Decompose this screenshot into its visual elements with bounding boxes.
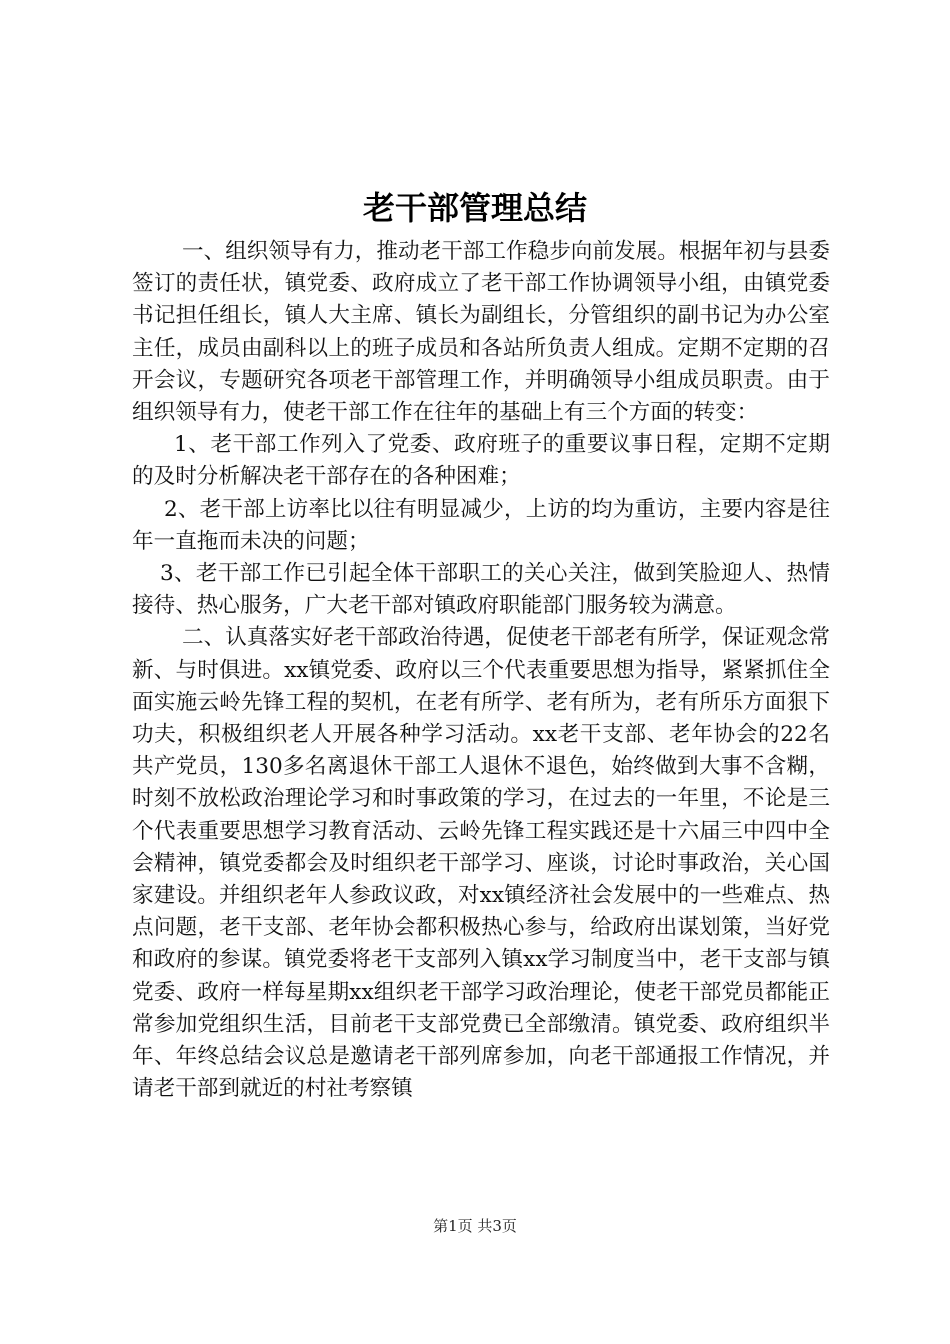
document-body — [132, 236, 830, 1105]
list-item-3: 3、老干部工作已引起全体干部职工的关心关注，做到笑脸迎人、热情接待、热心服务，广大老干部对镇政府职能部门服务较为满意。 — [132, 561, 830, 619]
document-title: 老干部管理总结 — [362, 189, 587, 227]
paragraph-2: 二、认真落实好老干部政治待遇，促使老干部老有所学，保证观念常新、与时俱进。xx镇党委、政府以三个代表重要思想为指导，紧紧抓住全面实施云岭先锋工程的契机，在老有所学、老有所为，老有所乐方面狠下功夫，积极组织老人开展各种学习活动。xx老干支部、老年协会的22名共产党员，130多名离退休干部工人退休不退色，始终做到大事不含糊，时刻不放松政治理论学习和时事政策的学习，在过去的一年里，不论是三个代表重要思想学习教育活动、云岭先锋工程实践还是十六届三中四中全会精神，镇党委都会及时组织老干部学习、座谈，讨论时事政治，关心国家建设。并组织老年人参政议政，对xx镇经济社会发展中的一些难点、热点问题，老干支部、老年协会都积极热心参与，给政府出谋划策，当好党和政府的参谋。镇党委将老干支部列入镇xx学习制度当中，老干支部与镇党委、政府一样每星期xx组织老干部学习政治理论，使老干部党员都能正常参加党组织生活，目前老干支部党费已全部缴清。镇党委、政府组织半年、年终总结会议总是邀请老干部列席参加，向老干部通报工作情况，并请老干部到就近的村社考察镇 — [132, 625, 830, 1102]
list-item-1: 1、老干部工作列入了党委、政府班子的重要议事日程，定期不定期的及时分析解决老干部存在的各种困难； — [132, 432, 830, 490]
page-number-footer: 第1页 共3页 — [433, 1217, 517, 1235]
list-item-2: 2、老干部上访率比以往有明显减少，上访的均为重访，主要内容是往年一直拖而未决的问题； — [132, 496, 830, 554]
paragraph-1: 一、组织领导有力，推动老干部工作稳步向前发展。根据年初与县委签订的责任状，镇党委、政府成立了老干部工作协调领导小组，由镇党委书记担任组长，镇人大主席、镇长为副组长，分管组织的副书记为办公室主任，成员由副科以上的班子成员和各站所负责人组成。定期不定期的召开会议，专题研究各项老干部管理工作，并明确领导小组成员职责。由于组织领导有力，使老干部工作在往年的基础上有三个方面的转变： — [132, 239, 830, 426]
